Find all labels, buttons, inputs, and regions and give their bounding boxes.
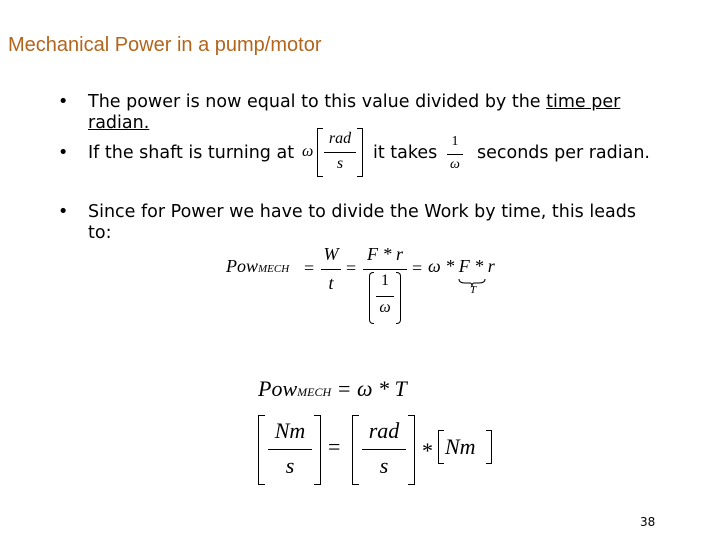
eq1-pow: Pow <box>226 256 259 276</box>
eq1-w: W <box>323 244 339 264</box>
eq1-paren-right <box>396 272 401 324</box>
eq3-bracket-b-right <box>408 415 415 485</box>
eq2-pow: Pow <box>258 376 298 401</box>
eq1-sub: MECH <box>258 263 290 275</box>
bullet-1-text: The power is now equal to this value divided by the <box>88 92 547 112</box>
eq1-bar-2 <box>363 269 407 270</box>
eq1-equals-3: = <box>412 258 423 278</box>
eq1-fr: F * r <box>367 244 403 264</box>
eq1-equals-2: = <box>346 258 357 278</box>
eq3-c: Nm <box>445 434 476 459</box>
bullet-dot: • <box>58 202 69 222</box>
bullet-dot: • <box>58 92 69 112</box>
eq2 <box>258 376 407 402</box>
inline-frac-den: s <box>336 155 344 172</box>
bullet-1-underlined: time per <box>546 92 621 112</box>
eq1-lhs <box>226 256 289 277</box>
bullet-1 <box>58 92 668 134</box>
bullet-3-line1: Since for Power we have to divide the Work by time, this leads <box>88 202 636 222</box>
eq3-b-den: s <box>379 453 389 478</box>
bullet-3-line2: to: <box>88 223 112 243</box>
eq3-bracket-c-right <box>486 430 492 464</box>
eq1-rhs: ω * F * r <box>428 256 495 276</box>
eq3-a-bar <box>268 449 312 450</box>
bullet-2 <box>58 143 295 164</box>
eq3-equals: = <box>328 434 341 459</box>
eq3-bracket-a-right <box>314 415 321 485</box>
eq3-b-bar <box>362 449 406 450</box>
slide-title: Mechanical Power in a pump/motor <box>8 34 322 56</box>
eq1-equals-1: = <box>304 258 315 278</box>
bullet-2-post: seconds per radian. <box>477 143 650 163</box>
bullet-1-line2: radian. <box>88 113 150 133</box>
inline-frac-num: rad <box>328 130 352 147</box>
eq3-a-den: s <box>285 453 295 478</box>
eq1-inner-den: ω <box>379 299 391 316</box>
inline-bracket-right <box>357 128 363 177</box>
inline-frac-bar <box>324 152 356 153</box>
eq2-rhs: = ω * T <box>336 376 407 401</box>
inline-omega: ω <box>302 143 314 160</box>
eq2-sub: MECH <box>297 385 332 399</box>
bullet-dot: • <box>58 143 69 163</box>
inline2-bar <box>447 154 463 155</box>
inline2-num: 1 <box>451 134 459 149</box>
page-number: 38 <box>640 515 656 529</box>
eq3-star: * <box>422 438 433 463</box>
eq3-bracket-c-left <box>438 430 444 464</box>
eq1-inner-num: 1 <box>381 272 389 289</box>
bullet-2-text-a: If the shaft is turning at <box>88 143 295 163</box>
eq3-b-num: rad <box>368 418 400 443</box>
bullet-2-mid: it takes <box>373 143 438 163</box>
eq1-inner-bar <box>376 296 394 297</box>
eq1-t: t <box>328 273 334 293</box>
inline2-den: ω <box>450 157 460 172</box>
eq3-a-num: Nm <box>274 418 306 443</box>
bullet-3 <box>58 202 688 244</box>
eq1-bar-1 <box>321 269 341 270</box>
eq1-brace-label: T <box>470 284 477 296</box>
